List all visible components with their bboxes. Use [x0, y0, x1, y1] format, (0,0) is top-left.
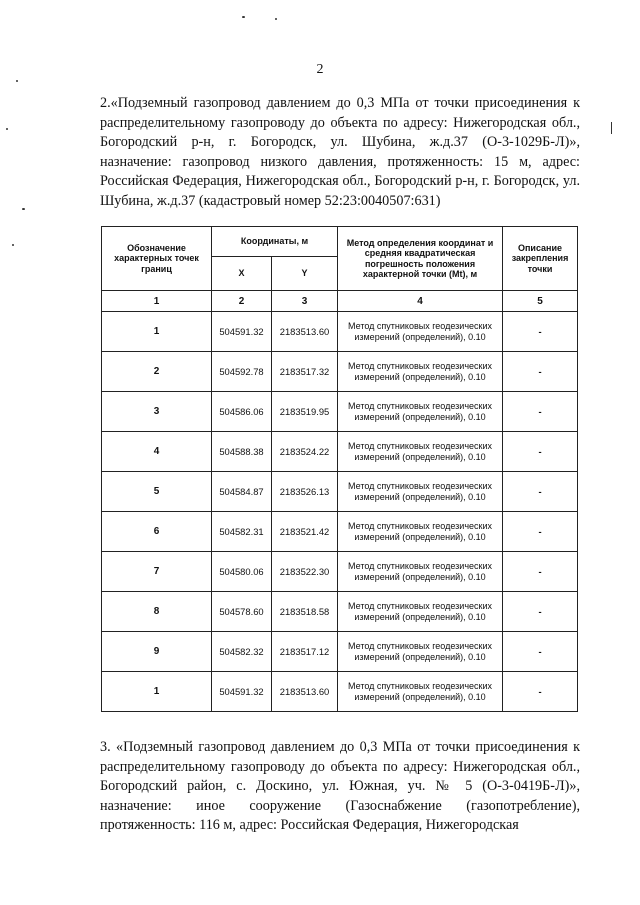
header-method: Метод определения координат и средняя квадратическая погрешность положения характерной точки (Mt), м: [338, 227, 503, 291]
method-cell: Метод спутниковых геодезических измерений (определений), 0.10: [338, 672, 503, 712]
header-y: Y: [272, 257, 338, 291]
coord-y: 2183524.22: [272, 432, 338, 472]
column-number: 4: [338, 291, 503, 312]
column-number: 1: [102, 291, 212, 312]
table-row: [102, 352, 578, 392]
coord-y: 2183518.58: [272, 592, 338, 632]
point-id: 9: [102, 632, 212, 672]
method-cell: Метод спутниковых геодезических измерений (определений), 0.10: [338, 552, 503, 592]
coord-x: 504588.38: [212, 432, 272, 472]
column-number: 2: [212, 291, 272, 312]
scan-speck: [275, 18, 277, 20]
method-cell: Метод спутниковых геодезических измерений (определений), 0.10: [338, 312, 503, 352]
coord-y: 2183526.13: [272, 472, 338, 512]
point-id: 8: [102, 592, 212, 632]
point-id: 2: [102, 352, 212, 392]
coord-x: 504578.60: [212, 592, 272, 632]
coord-y: 2183513.60: [272, 672, 338, 712]
page-number: 2: [316, 62, 324, 77]
paragraph-2: 2.«Подземный газопровод давлением до 0,3 МПа от точки присоединения к распределительному газопроводу до объекта по адресу: Нижегородская обл., Богородский р-н, г. Богородск, ул. Шубина, ж.д.37 (О-3-1029Б-Л)», назначение: газопровод низкого давления, протяженность: 15 м, адрес: Российская Федерация, Нижегородская обл., Богородский р-н, г. Богородск, ул. Шубина, ж.д.37 (кадастровый номер 52:23:0040507:631): [100, 95, 580, 209]
description-cell: -: [503, 472, 578, 512]
header-description: Описание закрепления точки: [503, 227, 578, 291]
header-x: X: [212, 257, 272, 291]
scan-speck: [242, 16, 245, 18]
column-number: 3: [272, 291, 338, 312]
point-id: 7: [102, 552, 212, 592]
method-cell: Метод спутниковых геодезических измерений (определений), 0.10: [338, 392, 503, 432]
description-cell: -: [503, 672, 578, 712]
coord-x: 504591.32: [212, 312, 272, 352]
description-cell: -: [503, 512, 578, 552]
point-id: 1: [102, 672, 212, 712]
method-cell: Метод спутниковых геодезических измерений (определений), 0.10: [338, 592, 503, 632]
header-coords: Координаты, м: [212, 227, 338, 257]
scan-speck: [611, 122, 612, 134]
column-number-row: [102, 291, 578, 312]
scan-speck: [22, 208, 25, 210]
coord-y: 2183522.30: [272, 552, 338, 592]
point-id: 5: [102, 472, 212, 512]
coord-x: 504586.06: [212, 392, 272, 432]
table-row: [102, 552, 578, 592]
table-row: [102, 432, 578, 472]
coord-x: 504584.87: [212, 472, 272, 512]
coord-y: 2183517.32: [272, 352, 338, 392]
coord-y: 2183519.95: [272, 392, 338, 432]
column-number: 5: [503, 291, 578, 312]
table-row: [102, 312, 578, 352]
coord-x: 504582.32: [212, 632, 272, 672]
method-cell: Метод спутниковых геодезических измерений (определений), 0.10: [338, 632, 503, 672]
method-cell: Метод спутниковых геодезических измерений (определений), 0.10: [338, 432, 503, 472]
table-row: [102, 672, 578, 712]
description-cell: -: [503, 592, 578, 632]
coordinates-table: [101, 226, 578, 712]
table-row: [102, 632, 578, 672]
description-cell: -: [503, 432, 578, 472]
coord-x: 504592.78: [212, 352, 272, 392]
point-id: 6: [102, 512, 212, 552]
header-points: Обозначение характерных точек границ: [102, 227, 212, 291]
coord-y: 2183513.60: [272, 312, 338, 352]
coord-x: 504580.06: [212, 552, 272, 592]
coord-y: 2183521.42: [272, 512, 338, 552]
point-id: 1: [102, 312, 212, 352]
method-cell: Метод спутниковых геодезических измерений (определений), 0.10: [338, 512, 503, 552]
paragraph-3: 3. «Подземный газопровод давлением до 0,3 МПа от точки присоединения к распределительному газопроводу до объекта по адресу: Нижегородская обл., Богородский район, с. Доскино, ул. Южная, уч. № 5 (О-3-0419Б-Л)», назначение: иное сооружение (Газоснабжение (газопотребление), протяженность: 116 м, адрес: Российская Федерация, Нижегородская: [100, 739, 580, 834]
description-cell: -: [503, 392, 578, 432]
coord-y: 2183517.12: [272, 632, 338, 672]
description-cell: -: [503, 552, 578, 592]
table-row: [102, 392, 578, 432]
table-row: [102, 512, 578, 552]
point-id: 3: [102, 392, 212, 432]
scan-speck: [16, 80, 18, 82]
coord-x: 504591.32: [212, 672, 272, 712]
method-cell: Метод спутниковых геодезических измерений (определений), 0.10: [338, 352, 503, 392]
coord-x: 504582.31: [212, 512, 272, 552]
table-row: [102, 592, 578, 632]
description-cell: -: [503, 352, 578, 392]
description-cell: -: [503, 312, 578, 352]
table-row: [102, 472, 578, 512]
scan-speck: [12, 244, 14, 246]
scan-speck: [6, 128, 8, 130]
method-cell: Метод спутниковых геодезических измерений (определений), 0.10: [338, 472, 503, 512]
point-id: 4: [102, 432, 212, 472]
description-cell: -: [503, 632, 578, 672]
